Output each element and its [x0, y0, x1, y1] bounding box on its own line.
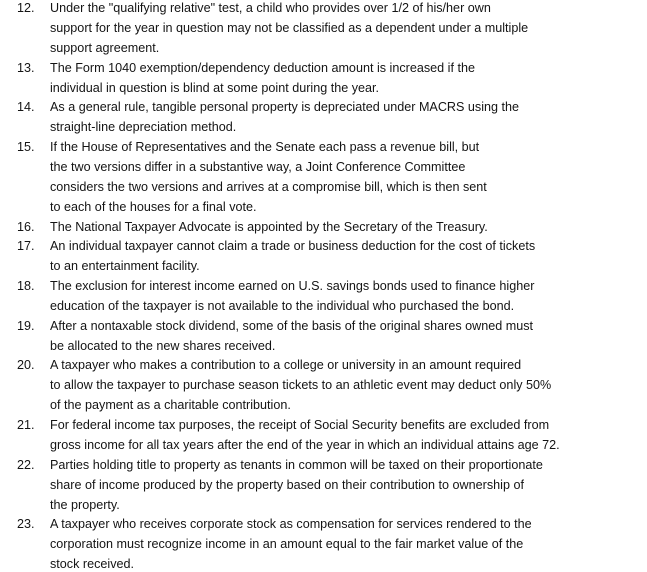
question-text-line: The Form 1040 exemption/dependency deduction amount is increased if the	[50, 61, 475, 75]
question-text-line: stock received.	[50, 557, 134, 571]
question-text-line: corporation must recognize income in an amount equal to the fair market value of the	[50, 537, 524, 551]
question-number: 15.	[17, 140, 35, 154]
question-number: 14.	[17, 100, 35, 114]
question-text-line: straight-line depreciation method.	[50, 120, 237, 134]
question-text-line: support for the year in question may not be classified as a dependent under a multiple	[50, 21, 529, 35]
question-text-line: A taxpayer who receives corporate stock as compensation for services rendered to the	[50, 517, 532, 531]
question-text-line: support agreement.	[50, 41, 160, 55]
question-text-line: share of income produced by the property based on their contribution to ownership of	[50, 478, 524, 492]
question-text-line: individual in question is blind at some point during the year.	[50, 81, 380, 95]
question-text-line: If the House of Representatives and the Senate each pass a revenue bill, but	[50, 140, 480, 154]
question-text-line: For federal income tax purposes, the receipt of Social Security benefits are excluded from	[50, 418, 550, 432]
question-number: 13.	[17, 61, 35, 75]
question-number: 21.	[17, 418, 35, 432]
question-number: 19.	[17, 319, 35, 333]
question-text-line: Parties holding title to property as tenants in common will be taxed on their proportionate	[50, 458, 543, 472]
question-number: 23.	[17, 517, 35, 531]
question-text-line: to an entertainment facility.	[50, 259, 200, 273]
question-number: 12.	[17, 1, 35, 15]
question-text-line: considers the two versions and arrives at a compromise bill, which is then sent	[50, 180, 487, 194]
question-text-line: gross income for all tax years after the end of the year in which an individual attains age 72.	[50, 438, 560, 452]
question-number: 18.	[17, 279, 35, 293]
question-text-line: education of the taxpayer is not available to the individual who purchased the bond.	[50, 299, 515, 313]
question-text-line: to allow the taxpayer to purchase season tickets to an athletic event may deduct only 50%	[50, 378, 552, 392]
question-text-line: to each of the houses for a final vote.	[50, 200, 257, 214]
question-text-line: of the payment as a charitable contribution.	[50, 398, 291, 412]
question-text-line: An individual taxpayer cannot claim a trade or business deduction for the cost of tickets	[50, 239, 536, 253]
question-text-line: The exclusion for interest income earned on U.S. savings bonds used to finance higher	[50, 279, 535, 293]
question-text-line: the property.	[50, 498, 120, 512]
question-number: 17.	[17, 239, 35, 253]
question-text-line: Under the "qualifying relative" test, a child who provides over 1/2 of his/her own	[50, 1, 491, 15]
question-number: 22.	[17, 458, 35, 472]
question-text-line: As a general rule, tangible personal property is depreciated under MACRS using the	[50, 100, 520, 114]
question-text-line: A taxpayer who makes a contribution to a college or university in an amount required	[50, 358, 522, 372]
question-text-line: After a nontaxable stock dividend, some of the basis of the original shares owned must	[50, 319, 534, 333]
question-text-line: the two versions differ in a substantive way, a Joint Conference Committee	[50, 160, 466, 174]
question-text-line: The National Taxpayer Advocate is appointed by the Secretary of the Treasury.	[50, 220, 488, 234]
question-number: 16.	[17, 220, 35, 234]
question-text-line: be allocated to the new shares received.	[50, 339, 276, 353]
question-number: 20.	[17, 358, 35, 372]
